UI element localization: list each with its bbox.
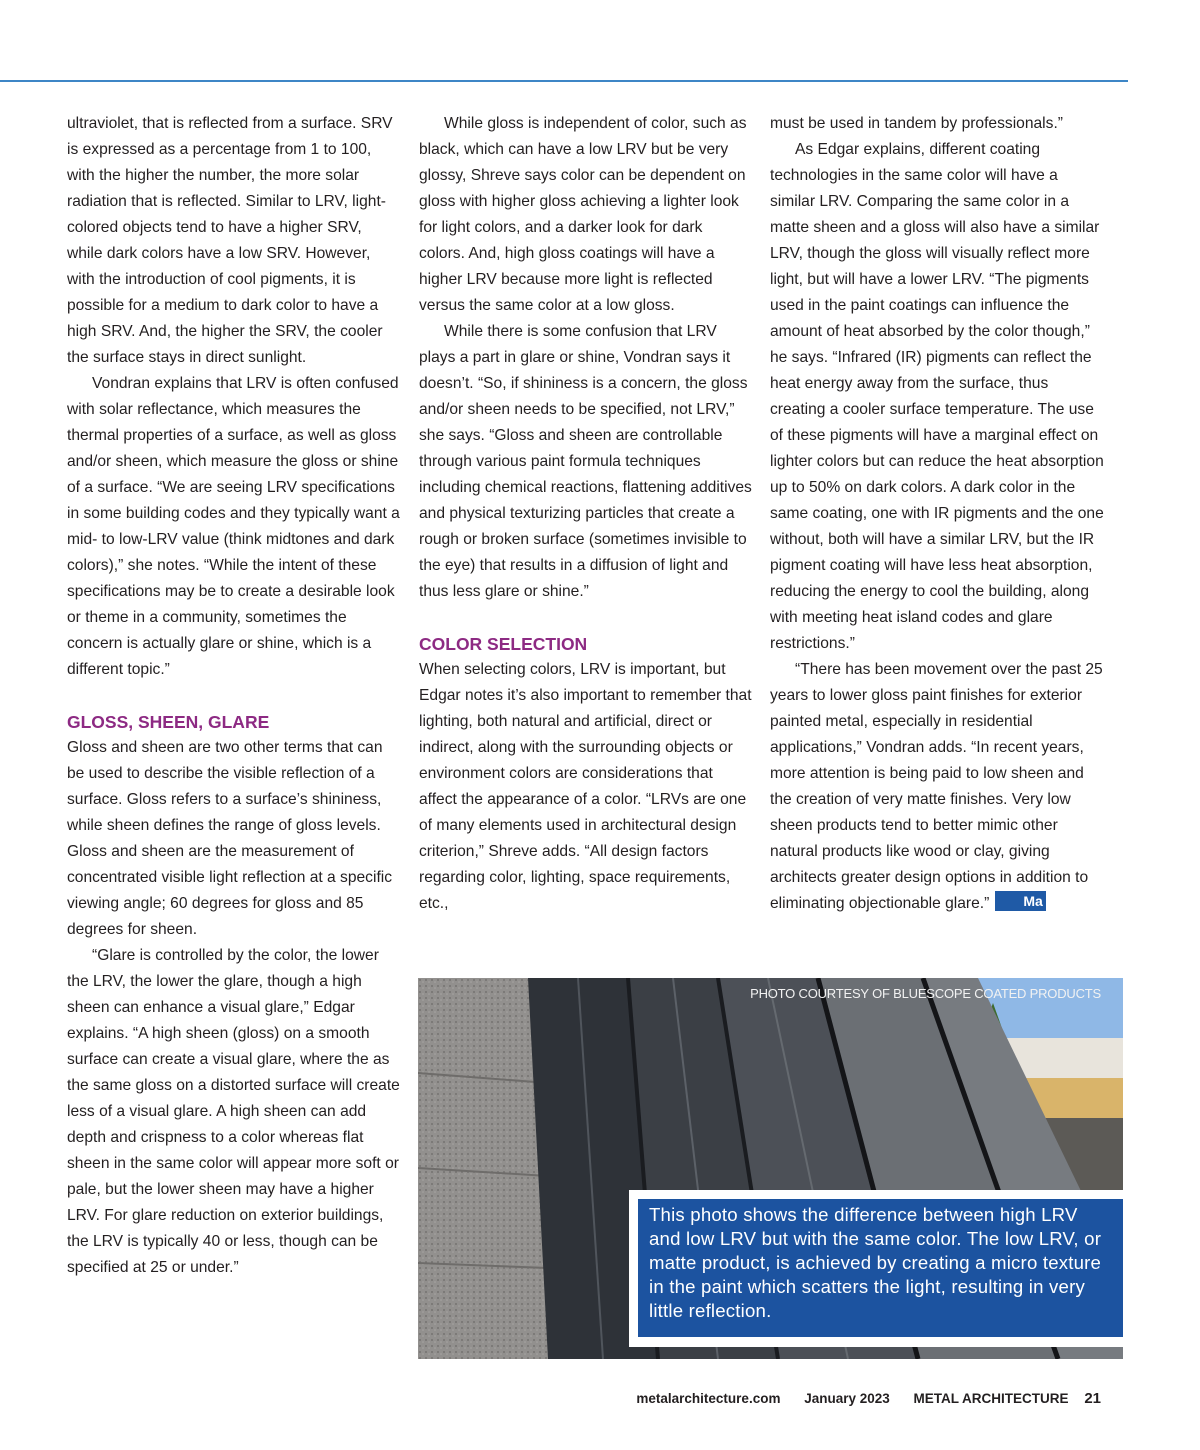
photo-caption: This photo shows the difference between high LRV and low LRV but with the same color. The low LRV, or matte product, is achieved by creating a micro texture in the paint which scatters the light, resulting in very little reflection. [638,1199,1123,1337]
paragraph: When selecting colors, LRV is important, but Edgar notes it’s also important to remember that lighting, both natural and artificial, direct or indirect, along with the surrounding objects or environment colors are considerations that affect the appearance of a color. “LRVs are one of many elements used in architectural design criterion,” Shreve adds. “All design factors regarding color, lighting, space requirements, etc., [419,661,752,912]
header-rule [0,80,1128,82]
paragraph: As Edgar explains, different coating technologies in the same color will have a similar LRV. Comparing the same color in a matte sheen and a gloss will also have a similar LRV, though the gloss will visually reflect more light, but will have a lower LRV. “The pigments used in the paint coatings can influence the amount of heat absorbed by the color though,” he says. “Infrared (IR) pigments can reflect the heat energy away from the surface, thus creating a cooler surface temperature. The use of these pigments will have a marginal effect on lighter colors but can reduce the heat absorption up to 50% on dark colors. A dark color in the same coating, one with IR pigments and the one without, both will have a similar LRV, but the IR pigment coating will have less heat absorption, reducing the energy to cool the building, along with meeting heat island codes and glare restrictions.” [770,141,1104,652]
paragraph: must be used in tandem by professionals.” [770,115,1063,132]
paragraph: Vondran explains that LRV is often confused with solar reflectance, which measures the thermal properties of a surface, as well as gloss and/or sheen, which measure the gloss or shine of a surface. “We are seeing LRV specifications in some building codes and they typically want a mid- to low-LRV value (think midtones and dark colors),” she notes. “While the intent of these specifications may be to create a desirable look or theme in a community, sometimes the concern is actually glare or shine, which is a different topic.” [67,375,400,678]
paragraph: While gloss is independent of color, such as black, which can have a low LRV but be very glossy, Shreve says color can be dependent on gloss with higher gloss achieving a lighter look for light colors, and a darker look for dark colors. And, high gloss coatings will have a higher LRV because more light is reflected versus the same color at a low gloss. [419,115,747,314]
page-number: 21 [1084,1390,1101,1407]
paragraph-text: “There has been movement over the past 25 years to lower gloss paint finishes for exterior painted metal, especially in residential applications,” Vondran adds. “In recent years, more attention is being paid to low sheen and the creation of very matte finishes. Very low sheen products tend to better mimic other natural products like wood or clay, giving architects greater design options in addition to eliminating objectionable glare.” [770,661,1103,912]
footer-issue: January 2023 [804,1391,890,1406]
paragraph: ultraviolet, that is reflected from a surface. SRV is expressed as a percentage from 1 to 100, with the higher the number, the more solar radiation that is reflected. Similar to LRV, light-colored objects tend to have a higher SRV, while dark colors have a low SRV. However, with the introduction of cool pigments, it is possible for a medium to dark color to have a high SRV. And, the higher the SRV, the cooler the surface stays in direct sunlight. [67,115,393,366]
article-column-2 [419,111,752,917]
article-column-3 [770,111,1105,917]
photo-caption-box [629,1190,1123,1347]
article-column-1 [67,111,400,1281]
page-footer [0,1390,1101,1407]
paragraph: Gloss and sheen are two other terms that can be used to describe the visible reflection of a surface. Gloss refers to a surface’s shininess, while sheen defines the range of gloss levels. Gloss and sheen are the measurement of concentrated visible light reflection at a specific viewing angle; 60 degrees for gloss and 85 degrees for sheen. [67,739,393,938]
paragraph: While there is some confusion that LRV plays a part in glare or shine, Vondran says it doesn’t. “So, if shininess is a concern, the gloss and/or sheen needs to be specified, not LRV,” she says. “Gloss and sheen are controllable through various paint formula techniques including chemical reactions, flattening additives and physical texturizing particles that create a rough or broken surface (sometimes invisible to the eye) that results in a diffusion of light and thus less glare or shine.” [419,323,752,600]
paragraph: “Glare is controlled by the color, the lower the LRV, the lower the glare, though a high sheen can enhance a visual glare,” Edgar explains. “A high sheen (gloss) on a smooth surface can create a visual glare, where the as the same gloss on a distorted surface will create less of a visual glare. A high sheen can add depth and crispness to a color whereas flat sheen in the same color will appear more soft or pale, but the lower sheen may have a higher LRV. For glare reduction on exterior buildings, the LRV is typically 40 or less, though can be specified at 25 or under.” [67,947,400,1276]
end-mark-logo: Ma [995,891,1045,911]
section-heading: COLOR SELECTION [419,634,588,654]
paragraph-last [770,657,1105,917]
photo-credit: PHOTO COURTESY OF BLUESCOPE COATED PRODUCTS [750,986,1101,1001]
section-heading: GLOSS, SHEEN, GLARE [67,712,270,732]
footer-website: metalarchitecture.com [636,1391,781,1406]
footer-magazine: METAL ARCHITECTURE [913,1391,1069,1406]
